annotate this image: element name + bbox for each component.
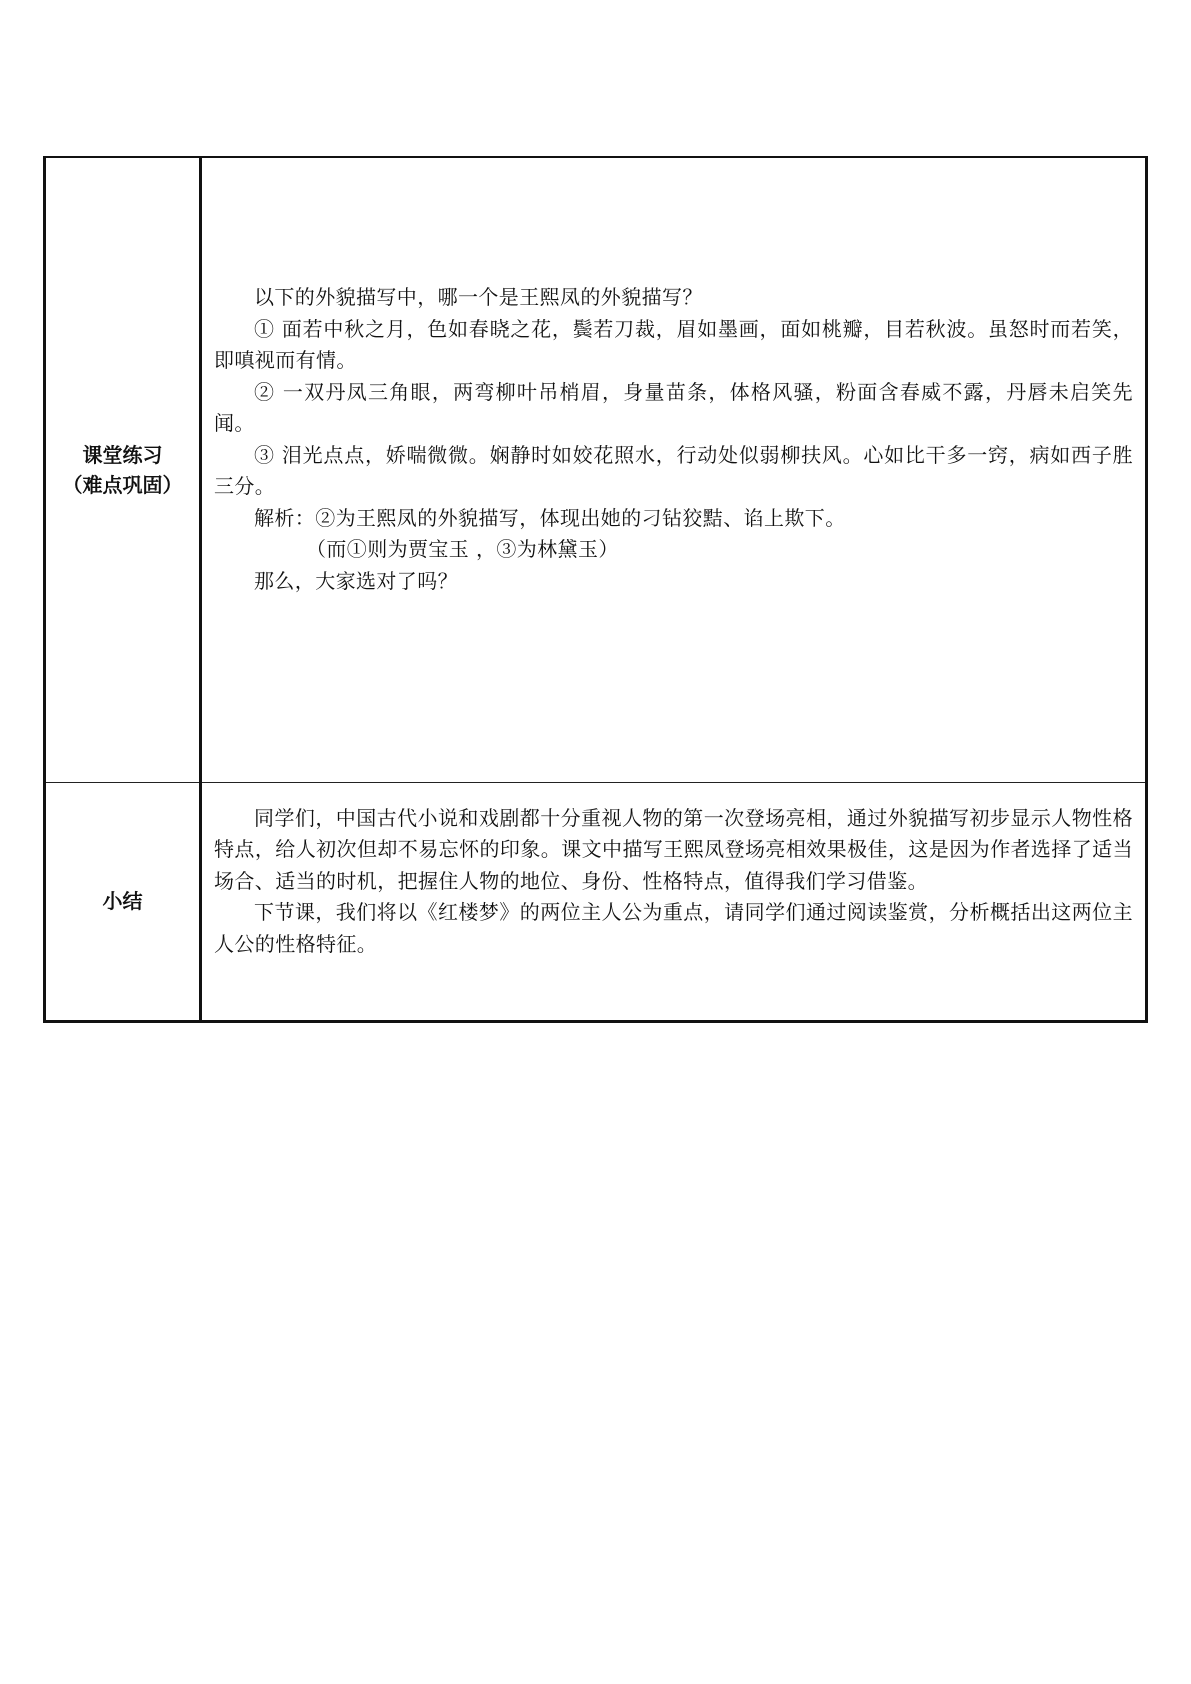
practice-content-cell bbox=[201, 157, 1147, 782]
option-2: ② 一双丹凤三角眼，两弯柳叶吊梢眉，身量苗条，体格风骚，粉面含春威不露，丹唇未启笑先闻。 bbox=[214, 379, 1133, 435]
practice-sublabel: （难点巩固） bbox=[62, 472, 183, 497]
practice-label-cell bbox=[45, 157, 201, 782]
summary-row bbox=[45, 782, 1147, 1021]
summary-content-cell bbox=[201, 782, 1147, 1021]
summary-paragraph: 同学们，中国古代小说和戏剧都十分重视人物的第一次登场亮相，通过外貌描写初步显示人物性格特点，给人初次但却不易忘怀的印象。课文中描写王熙凤登场亮相效果极佳，这是因为作者选择了适当场合、适当的时机，把握住人物的地位、身份、性格特点，值得我们学习借鉴。 bbox=[214, 805, 1133, 893]
summary-content bbox=[214, 783, 1133, 961]
practice-content bbox=[214, 158, 1133, 597]
answer-note: （而①则为贾宝玉 ，③为林黛玉） bbox=[306, 537, 619, 561]
option-1: ① 面若中秋之月，色如春晓之花，鬓若刀裁，眉如墨画，面如桃瓣，目若秋波。虽怒时而若笑，即嗔视而有情。 bbox=[214, 316, 1133, 372]
answer-analysis: 解析：②为王熙凤的外貌描写，体现出她的刁钻狡黠、谄上欺下。 bbox=[254, 505, 846, 530]
summary-label-cell bbox=[45, 782, 201, 1021]
summary-label: 小结 bbox=[102, 889, 143, 913]
closing-question: 那么，大家选对了吗？ bbox=[254, 568, 458, 593]
question-prompt: 以下的外貌描写中，哪一个是王熙凤的外貌描写？ bbox=[254, 285, 703, 309]
practice-row bbox=[45, 157, 1147, 782]
summary-paragraph: 下节课，我们将以《红楼梦》的两位主人公为重点，请同学们通过阅读鉴赏，分析概括出这两位主人公的性格特征。 bbox=[214, 900, 1133, 956]
option-3: ③ 泪光点点，娇喘微微。娴静时如姣花照水，行动处似弱柳扶风。心如比干多一窍，病如西子胜三分。 bbox=[214, 442, 1133, 498]
lesson-table bbox=[43, 156, 1148, 1023]
practice-label: 课堂练习 bbox=[82, 442, 163, 467]
